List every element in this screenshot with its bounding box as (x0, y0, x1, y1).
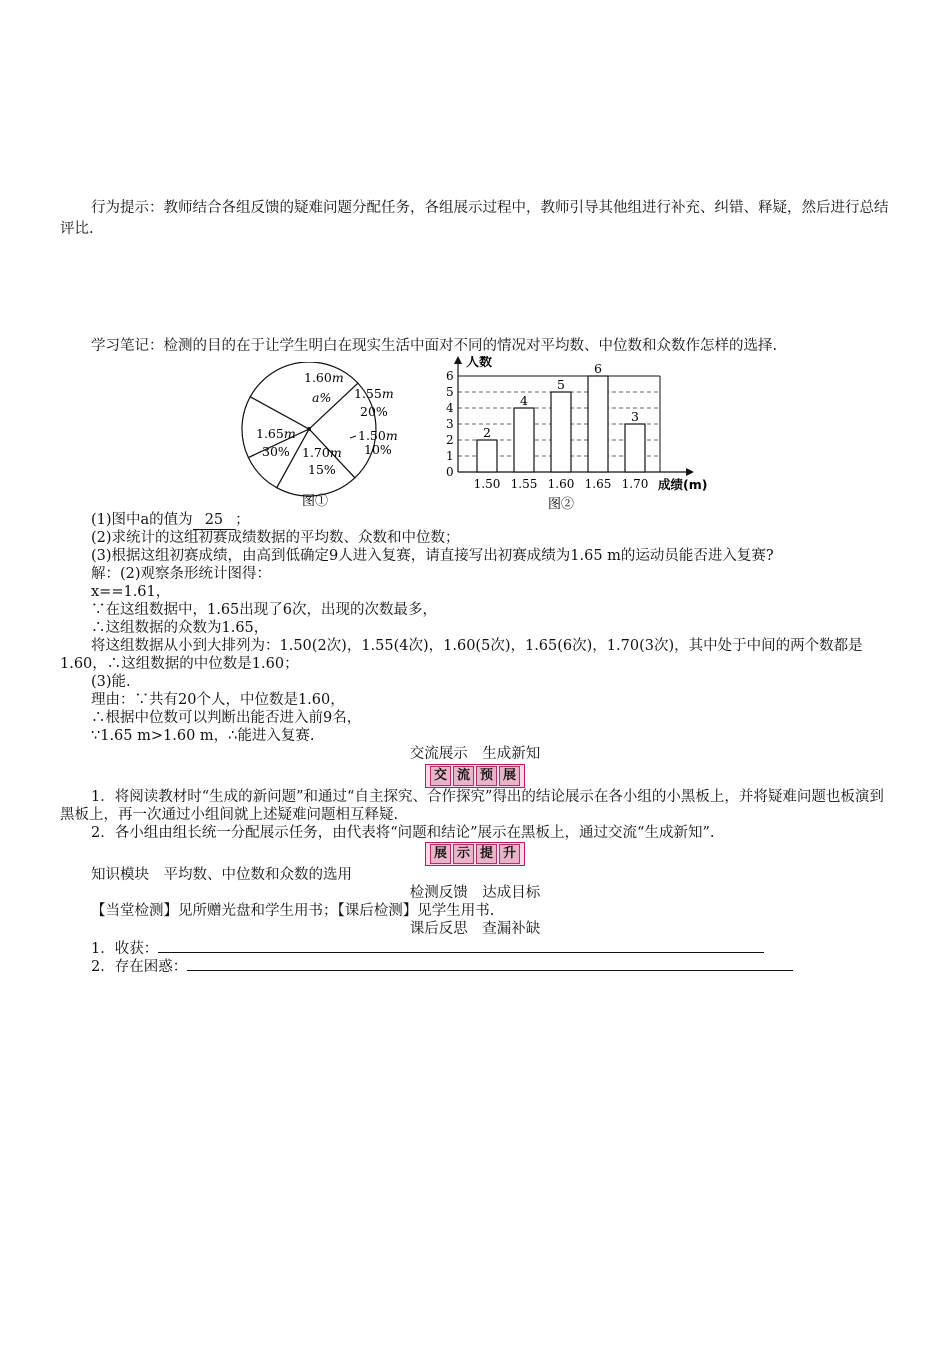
y-tick-label: 0 (446, 465, 454, 479)
y-tick-label: 1 (446, 449, 454, 463)
badge-char: 升 (499, 844, 520, 864)
question-1-suffix: ； (235, 512, 250, 528)
y-tick-label: 5 (446, 385, 454, 399)
badge-char: 流 (453, 766, 474, 786)
bar-caption: 图② (548, 497, 575, 512)
badge-char: 展 (430, 844, 451, 864)
solution-line-6: (3)能. (91, 674, 131, 690)
question-2: (2)求统计的这组初赛成绩数据的平均数、众数和中位数； (91, 530, 460, 546)
y-tick-label: 6 (446, 369, 454, 383)
question-1-text: (1)图中a的值为 (91, 512, 193, 528)
bar-ylabel: 人数 (466, 356, 493, 370)
pie-pct-170: 15% (308, 462, 336, 477)
pie-pct-150: 10% (364, 442, 392, 457)
y-tick-label: 3 (446, 417, 454, 431)
section-check-title: 检测反馈 达成目标 (409, 885, 541, 901)
x-tick-label: 1.55 (510, 477, 538, 491)
y-tick-label: 2 (446, 433, 454, 447)
badge-preview (0, 764, 950, 788)
badge-improve (0, 842, 950, 866)
pie-center (307, 427, 311, 431)
badge-char: 预 (476, 766, 497, 786)
pie-pct-165: 30% (262, 444, 290, 459)
study-note: 学习笔记：检测的目的在于让学生明白在现实生活中面对不同的情况对平均数、中位数和众数作怎样的选择. (91, 338, 778, 354)
reflect-confusion (91, 956, 793, 976)
solution-line-4: ∴这组数据的众数为1.65， (91, 620, 269, 636)
pie-pct-160: a% (312, 390, 332, 405)
x-tick-label: 1.50 (473, 477, 501, 491)
knowledge-module: 知识模块 平均数、中位数和众数的选用 (91, 867, 352, 883)
reflect-confusion-label: 2．存在困惑： (91, 959, 188, 975)
bar (514, 408, 534, 472)
x-tick-label: 1.65 (584, 477, 612, 491)
reflect-confusion-blank[interactable] (187, 956, 793, 971)
behavior-tip: 行为提示：教师结合各组反馈的疑难问题分配任务，各组展示过程中，教师引导其他组进行补充、纠错、释疑，然后进行总结评比. (60, 200, 889, 237)
bar-chart (436, 356, 726, 514)
bar (588, 376, 608, 472)
question-3: (3)根据这组初赛成绩，由高到低确定9人进入复赛，请直接写出初赛成绩为1.65 m的运动员能否进入复赛? (91, 548, 774, 564)
y-axis-arrow (454, 356, 462, 364)
solution-line-7: 理由：∵共有20个人，中位数是1.60， (91, 692, 345, 708)
bar (625, 424, 645, 472)
pie-label-155: 1.55m (354, 386, 394, 401)
badge-char: 交 (430, 766, 451, 786)
reflect-harvest (91, 938, 764, 958)
pie-label-150: 1.50m (358, 428, 398, 443)
reflect-harvest-blank[interactable] (158, 938, 764, 953)
bar-value-label: 5 (557, 377, 565, 392)
solution-line-8: ∴根据中位数可以判断出能否进入前9名， (91, 710, 362, 726)
badge-char: 示 (453, 844, 474, 864)
pie-label-170: 1.70m (302, 445, 342, 460)
bar-value-label: 3 (631, 409, 639, 424)
pie-label-165: 1.65m (256, 426, 296, 441)
badge-char: 展 (499, 766, 520, 786)
pie-chart (232, 362, 412, 512)
solution-line-5: 将这组数据从小到大排列为：1.50(2次)，1.55(4次)，1.60(5次)，1.65(6次)，1.70(3次)，其中处于中间的两个数都是1.60，∴这组数据的中位数是1.60； (60, 638, 863, 672)
question-1 (91, 511, 250, 530)
bar-value-label: 4 (520, 393, 528, 408)
section-exchange-title: 交流展示 生成新知 (409, 746, 541, 762)
bar-value-label: 2 (483, 425, 491, 440)
exchange-item-2: 2．各小组由组长统一分配展示任务，由代表将“问题和结论”展示在黑板上，通过交流“生成新知”. (91, 825, 715, 841)
y-tick-label: 4 (446, 401, 454, 415)
badge-preview-box (425, 764, 525, 788)
badge-char: 提 (476, 844, 497, 864)
bar (477, 440, 497, 472)
solution-line-3: ∵在这组数据中，1.65出现了6次，出现的次数最多， (91, 602, 438, 618)
reflect-harvest-label: 1．收获： (91, 941, 159, 957)
bar (551, 392, 571, 472)
solution-line-9: ∵1.65 m>1.60 m，∴能进入复赛. (91, 728, 315, 744)
pie-caption: 图① (302, 494, 329, 509)
solution-line-1: 解：(2)观察条形统计图得： (91, 566, 272, 582)
pie-label-160: 1.60m (304, 370, 344, 385)
check-line: 【当堂检测】见所赠光盘和学生用书；【课后检测】见学生用书. (91, 903, 495, 919)
x-tick-label: 1.60 (547, 477, 575, 491)
x-axis-arrow (686, 468, 694, 476)
bar-value-label: 6 (594, 361, 602, 376)
pie-pct-155: 20% (360, 404, 388, 419)
bar-xlabel: 成绩(m) (658, 477, 708, 492)
exchange-item-1: 1．将阅读教材时“生成的新问题”和通过“自主探究、合作探究”得出的结论展示在各小组的小黑板上，并将疑难问题也板演到黑板上，再一次通过小组间就上述疑难问题相互释疑. (60, 789, 884, 823)
solution-line-2: x==1.61， (91, 584, 171, 600)
question-1-answer: 25 (193, 511, 235, 530)
section-reflect-title: 课后反思 查漏补缺 (409, 921, 541, 937)
badge-improve-box (425, 842, 525, 866)
x-tick-label: 1.70 (621, 477, 649, 491)
